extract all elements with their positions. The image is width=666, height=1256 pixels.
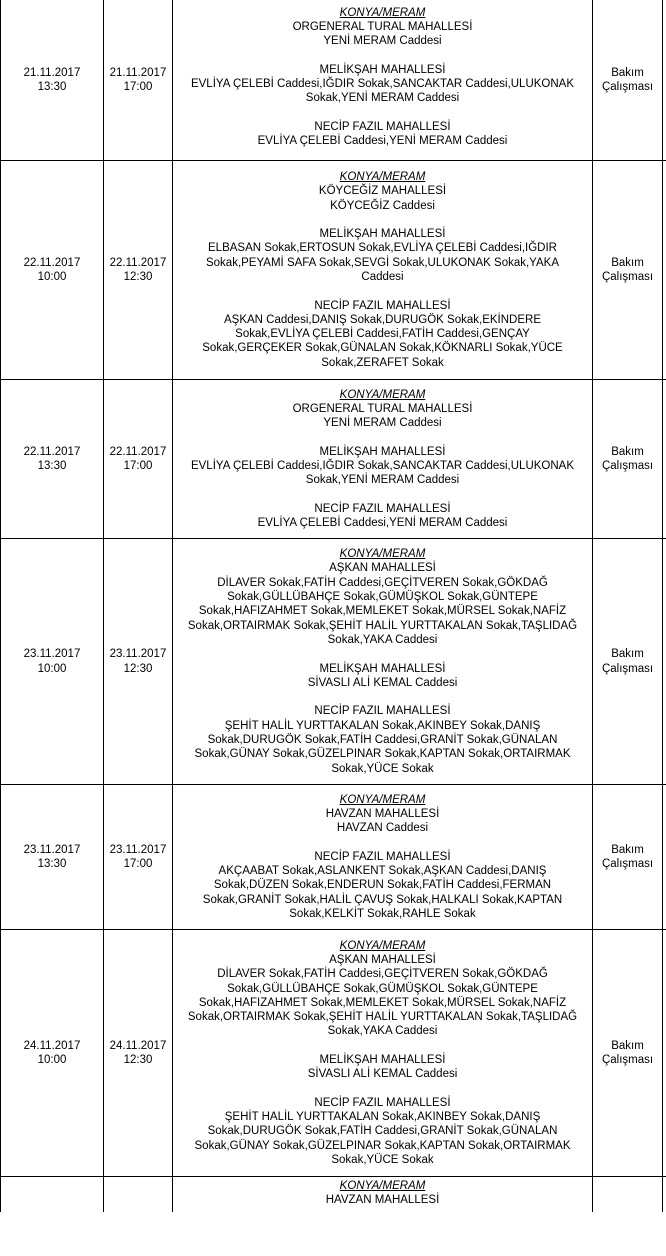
region-label: KONYA/MERAM — [339, 793, 426, 806]
location-group: MELİKŞAH MAHALLESİ SİVASLI ALİ KEMAL Caddesi — [307, 662, 458, 689]
location-group: MELİKŞAH MAHALLESİ EVLİYA ÇELEBİ Caddesi,IĞDIR Sokak,SANCAKTAR Caddesi,ULUKONAK Sokak,YENİ MERAM Caddesi — [190, 63, 575, 105]
location-group: NECİP FAZIL MAHALLESİ AKÇAABAT Sokak,ASLANKENT Sokak,AŞKAN Caddesi,DANIŞ Sokak,DÜZEN Sokak,ENDERUN Sokak,FATİH Caddesi,FERMAN Sokak,GRANİT Sokak,HALİL ÇAVUŞ Sokak,HALKALI Sokak,KAPTAN Sokak,KELKİT Sokak,RAHLE Sokak — [202, 850, 563, 921]
region-label: KONYA/MERAM — [339, 6, 426, 19]
location-group: NECİP FAZIL MAHALLESİ ŞEHİT HALİL YURTTAKALAN Sokak,AKINBEY Sokak,DANIŞ Sokak,DURUGÖK Sokak,FATİH Caddesi,GRANİT Sokak,GÜNALAN Sokak,GÜNAY Sokak,GÜZELPINAR Sokak,KAPTAN Sokak,ORTAIRMAK Sokak,YÜCE Sokak — [194, 705, 571, 775]
location-group: AŞKAN MAHALLESİ DİLAVER Sokak,FATİH Caddesi,GEÇİTVEREN Sokak,GÖKDAĞ Sokak,GÜLLÜBAHÇE Sokak,GÜMÜŞKOL Sokak,GÜNTEPE Sokak,HAFIZAHMET Sokak,MEMLEKET Sokak,MÜRSEL Sokak,NAFİZ Sokak,ORTAIRMAK Sokak,ŞEHİT HALİL YURTTAKALAN Sokak,TAŞLIDAĞ Sokak,YAKA Caddesi — [187, 562, 578, 646]
table-cell-locations — [173, 161, 592, 379]
location-group: MELİKŞAH MAHALLESİ ELBASAN Sokak,ERTOSUN Sokak,EVLİYA ÇELEBİ Caddesi,IĞDIR Sokak,PEYAMİ SAFA Sokak,SEVGİ Sokak,ULUKONAK Sokak,YAKA Caddesi — [205, 228, 560, 283]
location-group: MELİKŞAH MAHALLESİ EVLİYA ÇELEBİ Caddesi,IĞDIR Sokak,SANCAKTAR Caddesi,ULUKONAK Sokak,YENİ MERAM Caddesi — [190, 445, 575, 487]
region-label: KONYA/MERAM — [339, 548, 426, 561]
table-cell-end: 23.11.2017 12:30 — [109, 648, 167, 675]
location-group: ORGENERAL TURAL MAHALLESİ YENİ MERAM Caddesi — [292, 20, 473, 48]
table-cell-start: 24.11.2017 10:00 — [23, 1039, 81, 1066]
table-cell-start: 23.11.2017 10:00 — [23, 648, 81, 675]
table-cell-start: 21.11.2017 13:30 — [23, 66, 81, 93]
table-cell-end: 23.11.2017 17:00 — [109, 843, 167, 870]
table-cell-type: Bakım Çalışması — [601, 256, 654, 283]
location-group: AŞKAN MAHALLESİ DİLAVER Sokak,FATİH Caddesi,GEÇİTVEREN Sokak,GÖKDAĞ Sokak,GÜLLÜBAHÇE Sokak,GÜMÜŞKOL Sokak,GÜNTEPE Sokak,HAFIZAHMET Sokak,MEMLEKET Sokak,MÜRSEL Sokak,NAFİZ Sokak,ORTAIRMAK Sokak,ŞEHİT HALİL YURTTAKALAN Sokak,TAŞLIDAĞ Sokak,YAKA Caddesi — [187, 953, 578, 1038]
table-cell-type: Bakım Çalışması — [601, 648, 654, 675]
location-group: NECİP FAZIL MAHALLESİ ŞEHİT HALİL YURTTAKALAN Sokak,AKINBEY Sokak,DANIŞ Sokak,DURUGÖK Sokak,FATİH Caddesi,GRANİT Sokak,GÜNALAN Sokak,GÜNAY Sokak,GÜZELPINAR Sokak,KAPTAN Sokak,ORTAIRMAK Sokak,YÜCE Sokak — [194, 1096, 571, 1167]
table-cell-locations — [173, 785, 592, 929]
table-cell-end: 24.11.2017 12:30 — [109, 1039, 167, 1066]
column-divider — [662, 0, 663, 1212]
region-label: KONYA/MERAM — [339, 388, 426, 401]
location-group: KÖYCEĞİZ MAHALLESİ KÖYCEĞİZ Caddesi — [318, 185, 447, 212]
table-cell-end: 21.11.2017 17:00 — [109, 66, 167, 93]
row-divider — [0, 1176, 666, 1177]
location-group: NECİP FAZIL MAHALLESİ EVLİYA ÇELEBİ Caddesi,YENİ MERAM Caddesi — [257, 120, 508, 148]
table-cell-locations-partial — [173, 1179, 592, 1212]
table-cell-start: 22.11.2017 13:30 — [23, 445, 81, 472]
table-cell-locations — [173, 0, 592, 157]
table-cell-type: Bakım Çalışması — [601, 445, 654, 472]
table-cell-type: Bakım Çalışması — [601, 66, 654, 93]
table-cell-end: 22.11.2017 12:30 — [109, 256, 167, 283]
region-label: KONYA/MERAM — [339, 939, 426, 952]
location-group: HAVZAN MAHALLESİ — [325, 1194, 440, 1207]
table-cell-end: 22.11.2017 17:00 — [109, 445, 167, 472]
location-group: NECİP FAZIL MAHALLESİ EVLİYA ÇELEBİ Caddesi,YENİ MERAM Caddesi — [257, 502, 508, 530]
region-label: KONYA/MERAM — [339, 170, 426, 183]
table-cell-type: Bakım Çalışması — [601, 1039, 654, 1066]
table-cell-start: 22.11.2017 10:00 — [23, 256, 81, 283]
location-group: MELİKŞAH MAHALLESİ SİVASLI ALİ KEMAL Caddesi — [307, 1054, 458, 1081]
table-cell-start: 23.11.2017 13:30 — [23, 843, 81, 870]
table-cell-locations — [173, 539, 592, 784]
table-cell-locations — [173, 930, 592, 1176]
location-group: ORGENERAL TURAL MAHALLESİ YENİ MERAM Caddesi — [292, 402, 473, 430]
location-group: HAVZAN MAHALLESİ HAVZAN Caddesi — [325, 807, 440, 835]
region-label: KONYA/MERAM — [339, 1180, 426, 1192]
table-cell-locations — [173, 380, 592, 538]
location-group: NECİP FAZIL MAHALLESİ AŞKAN Caddesi,DANIŞ Sokak,DURUGÖK Sokak,EKİNDERE Sokak,EVLİYA ÇELEBİ Caddesi,FATİH Caddesi,GENÇAY Sokak,GERÇEKER Sokak,GÜNALAN Sokak,KÖKNARLI Sokak,YÜCE Sokak,ZERAFET Sokak — [202, 299, 563, 369]
table-cell-type: Bakım Çalışması — [601, 843, 654, 870]
